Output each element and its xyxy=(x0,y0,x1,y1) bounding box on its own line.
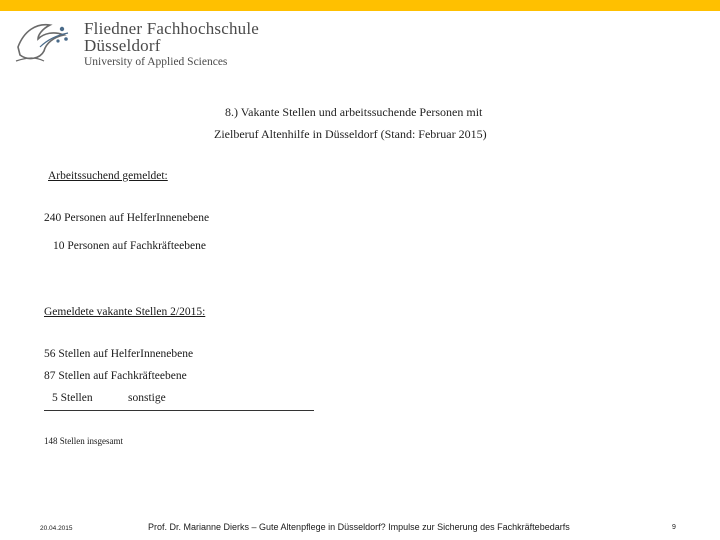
page-number: 9 xyxy=(672,524,676,531)
vacancy-total: 148 Stellen insgesamt xyxy=(44,436,123,446)
header-accent-bar xyxy=(0,0,720,11)
vacancy-item: 87 Stellen auf Fachkräfteebene xyxy=(44,370,187,382)
vacancy-other-label: sonstige xyxy=(128,392,166,404)
seeking-item: 10 Personen auf Fachkräfteebene xyxy=(53,240,206,252)
vacancy-item: 56 Stellen auf HelferInnenebene xyxy=(44,348,194,360)
brand-line-1: Fliedner Fachhochschule xyxy=(84,19,260,38)
seeking-heading: Arbeitssuchend gemeldet: xyxy=(48,170,168,182)
brand-line-2: Düsseldorf xyxy=(84,36,161,55)
institution-name xyxy=(84,20,259,69)
slide-title-line-1: 8.) Vakante Stellen und arbeitssuchende Personen mit xyxy=(225,105,483,119)
vacancy-other-count: 5 Stellen xyxy=(52,392,93,404)
dove-with-branch-icon xyxy=(14,17,74,65)
brand-line-3: University of Applied Sciences xyxy=(84,56,228,68)
sum-divider xyxy=(44,410,314,411)
footer-date: 20.04.2015 xyxy=(40,525,73,532)
footer-caption: Prof. Dr. Marianne Dierks – Gute Altenpflege in Düsseldorf? Impulse zur Sicherung des Fachkräftebedarfs xyxy=(148,522,570,532)
seeking-item: 240 Personen auf HelferInnenebene xyxy=(44,212,210,224)
vacancies-heading: Gemeldete vakante Stellen 2/2015: xyxy=(44,306,206,318)
slide-title-line-2: Zielberuf Altenhilfe in Düsseldorf (Stand: Februar 2015) xyxy=(214,127,487,141)
